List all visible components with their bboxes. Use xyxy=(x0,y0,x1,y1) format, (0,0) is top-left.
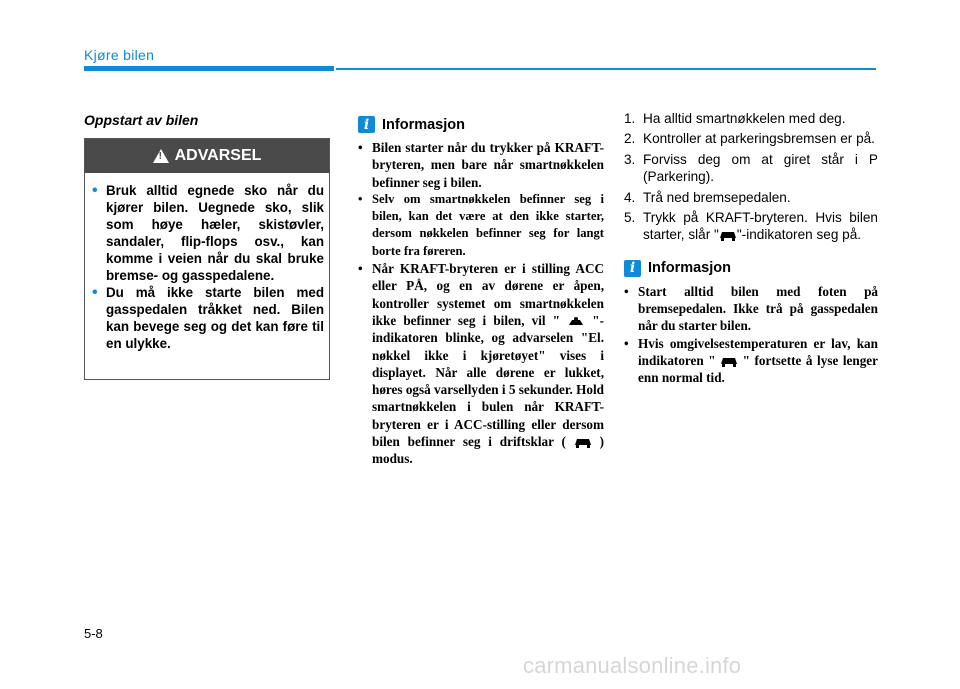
info-heading-1 xyxy=(358,116,604,133)
info-item: • Start alltid bilen med foten på bremsepedalen. Ikke trå på gasspedalen når du starter bilen. xyxy=(624,283,878,335)
start-steps-list xyxy=(624,110,878,244)
warning-item: • Bruk alltid egnede sko når du kjører bilen. Uegnede sko, slik som høye hæler, skistøvler, sandaler, flip-flops osv., kan komme i veien når du skal bruke bremse- og gasspedalene. xyxy=(92,182,324,284)
key-warning-icon xyxy=(567,316,585,328)
info-item: • Hvis omgivelsestemperaturen er lav, kan indikatoren " " fortsette å lyse lenger enn normal tid. xyxy=(624,335,878,387)
info-list-1 xyxy=(358,139,604,468)
header-rule-thick xyxy=(84,66,334,71)
info-heading-2 xyxy=(624,260,878,277)
step-item: 3. Forviss deg om at giret står i P (Parkering). xyxy=(624,151,878,185)
watermark: carmanualsonline.info xyxy=(523,653,742,678)
info-heading-text: Informasjon xyxy=(382,116,465,133)
info-icon: i xyxy=(358,116,375,133)
warning-triangle-icon xyxy=(153,149,169,163)
ready-indicator-icon xyxy=(574,437,592,449)
step-item: 1. Ha alltid smartnøkkelen med deg. xyxy=(624,111,846,126)
info-heading-text: Informasjon xyxy=(648,260,731,277)
warning-item: • Du må ikke starte bilen med gasspedalen tråkket ned. Bilen kan bevege seg og det kan føre til en ulykke. xyxy=(92,284,324,352)
info-item: • Selv om smartnøkkelen befinner seg i bilen, kan det være at den ikke starter, dersom nøkkelen befinner seg for langt borte fra føreren. xyxy=(358,191,604,260)
ready-indicator-icon xyxy=(720,356,738,368)
page-number: 5-8 xyxy=(84,626,103,641)
info-item: • Bilen starter når du trykker på KRAFT-bryteren, men bare når smartnøkkelen befinner seg i bilen. xyxy=(358,139,604,191)
info-item: • Når KRAFT-bryteren er i stilling ACC eller PÅ, og en av dørene er åpen, kontroller systemet om smartnøkkelen ikke befinner seg i bilen, vil " "-indikatoren blinke, og advarselen "El. nøkkel ikke i kjøretøyet" vises i displayet. Når alle dørene er lukket, høres også varsellyden i 5 sekunder. Hold smartnøkkelen i bulen når KRAFT-bryteren er i ACC-stilling eller dersom bilen befinner seg i driftsklar ( ) modus. xyxy=(358,260,604,468)
warning-heading: ADVARSEL xyxy=(174,147,262,164)
step-item: 4. Trå ned bremsepedalen. xyxy=(624,189,791,205)
info-icon: i xyxy=(624,260,641,277)
step-item: 5. Trykk på KRAFT-bryteren. Hvis bilen starter, slår " "-indikatoren seg på. xyxy=(624,210,878,243)
step-item: 2. Kontroller at parkeringsbremsen er på. xyxy=(624,131,875,147)
warning-header xyxy=(85,139,329,173)
ready-indicator-icon xyxy=(719,230,737,242)
warning-list xyxy=(92,182,324,352)
header-rule-thin xyxy=(336,68,876,70)
info-list-2 xyxy=(624,283,878,387)
chapter-title: Kjøre bilen xyxy=(84,47,155,63)
section-title: Oppstart av bilen xyxy=(84,112,199,128)
